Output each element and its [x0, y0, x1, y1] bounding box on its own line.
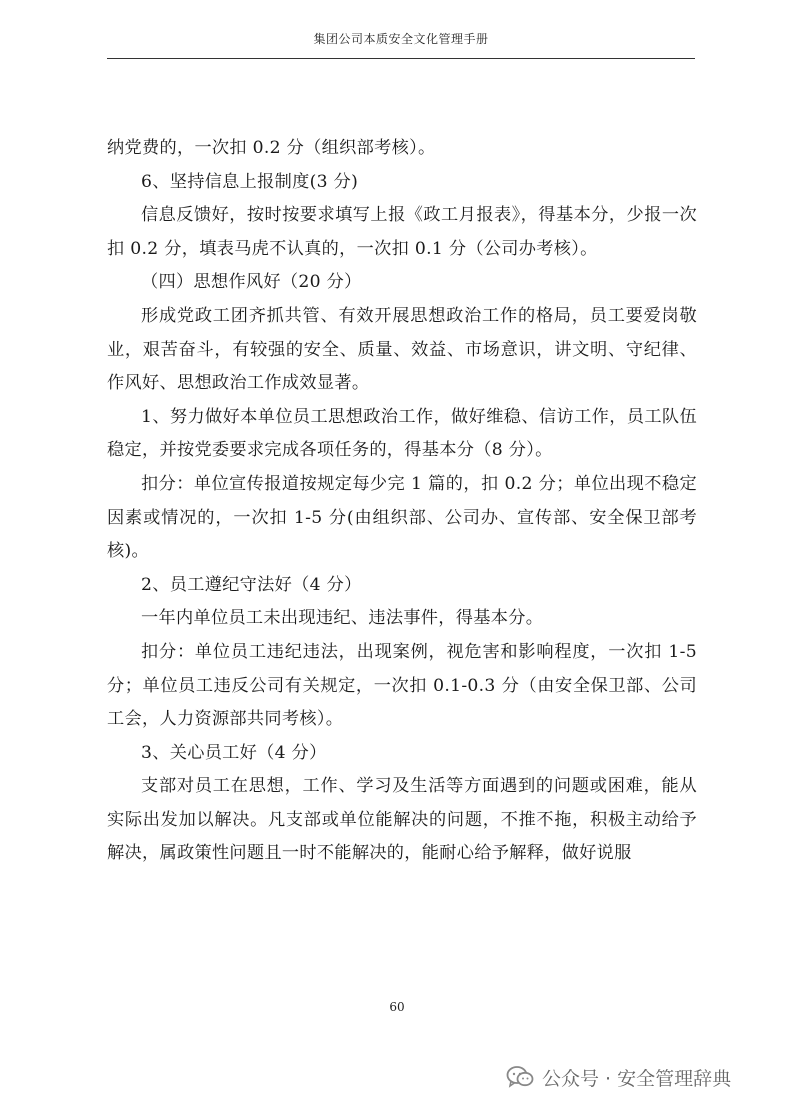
running-header: 集团公司本质安全文化管理手册: [313, 32, 489, 46]
watermark: [506, 1062, 731, 1092]
section-heading: 6、坚持信息上报制度(3 分): [141, 171, 359, 192]
watermark-text: 公众号 · 安全管理辞典: [542, 1067, 732, 1090]
section-heading: 2、员工遵纪守法好（4 分）: [141, 574, 362, 595]
document-body: [107, 132, 697, 871]
paragraph: 扣分：单位员工违纪违法，出现案例，视危害和影响程度，一次扣 1-5 分；单位员工违反公司有关规定，一次扣 0.1-0.3 分（由安全保卫部、公司工会，人力资源部共同考核）。: [107, 641, 697, 730]
paragraph: 1、努力做好本单位员工思想政治工作，做好维稳、信访工作，员工队伍稳定，并按党委要求完成各项任务的，得基本分（8 分）。: [107, 406, 697, 461]
paragraph: 一年内单位员工未出现违纪、违法事件，得基本分。: [141, 608, 544, 629]
header-divider: [107, 58, 695, 59]
section-heading: （四）思想作风好（20 分）: [141, 272, 362, 293]
paragraph: 纳党费的，一次扣 0.2 分（组织部考核）。: [107, 138, 436, 158]
paragraph: 扣分：单位宣传报道按规定每少完 1 篇的，扣 0.2 分；单位出现不稳定因素或情况的，一次扣 1-5 分(由组织部、公司办、宣传部、安全保卫部考核)。: [107, 473, 697, 562]
paragraph: 支部对员工在思想，工作、学习及生活等方面遇到的问题或困难，能从实际出发加以解决。凡支部或单位能解决的问题，不推不拖，积极主动给予解决，属政策性问题且一时不能解决的，能耐心给予解释，做好说服: [107, 776, 697, 864]
section-heading: 3、关心员工好（4 分）: [141, 742, 327, 763]
page-number: 60: [389, 1000, 405, 1014]
paragraph: 形成党政工团齐抓共管、有效开展思想政治工作的格局，员工要爱岗敬业，艰苦奋斗，有较强的安全、质量、效益、市场意识，讲文明、守纪律、作风好、思想政治工作成效显著。: [107, 305, 697, 394]
paragraph: 信息反馈好，按时按要求填写上报《政工月报表》，得基本分，少报一次扣 0.2 分，填表马虎不认真的，一次扣 0.1 分（公司办考核）。: [107, 205, 697, 259]
wechat-icon: [506, 1065, 534, 1089]
